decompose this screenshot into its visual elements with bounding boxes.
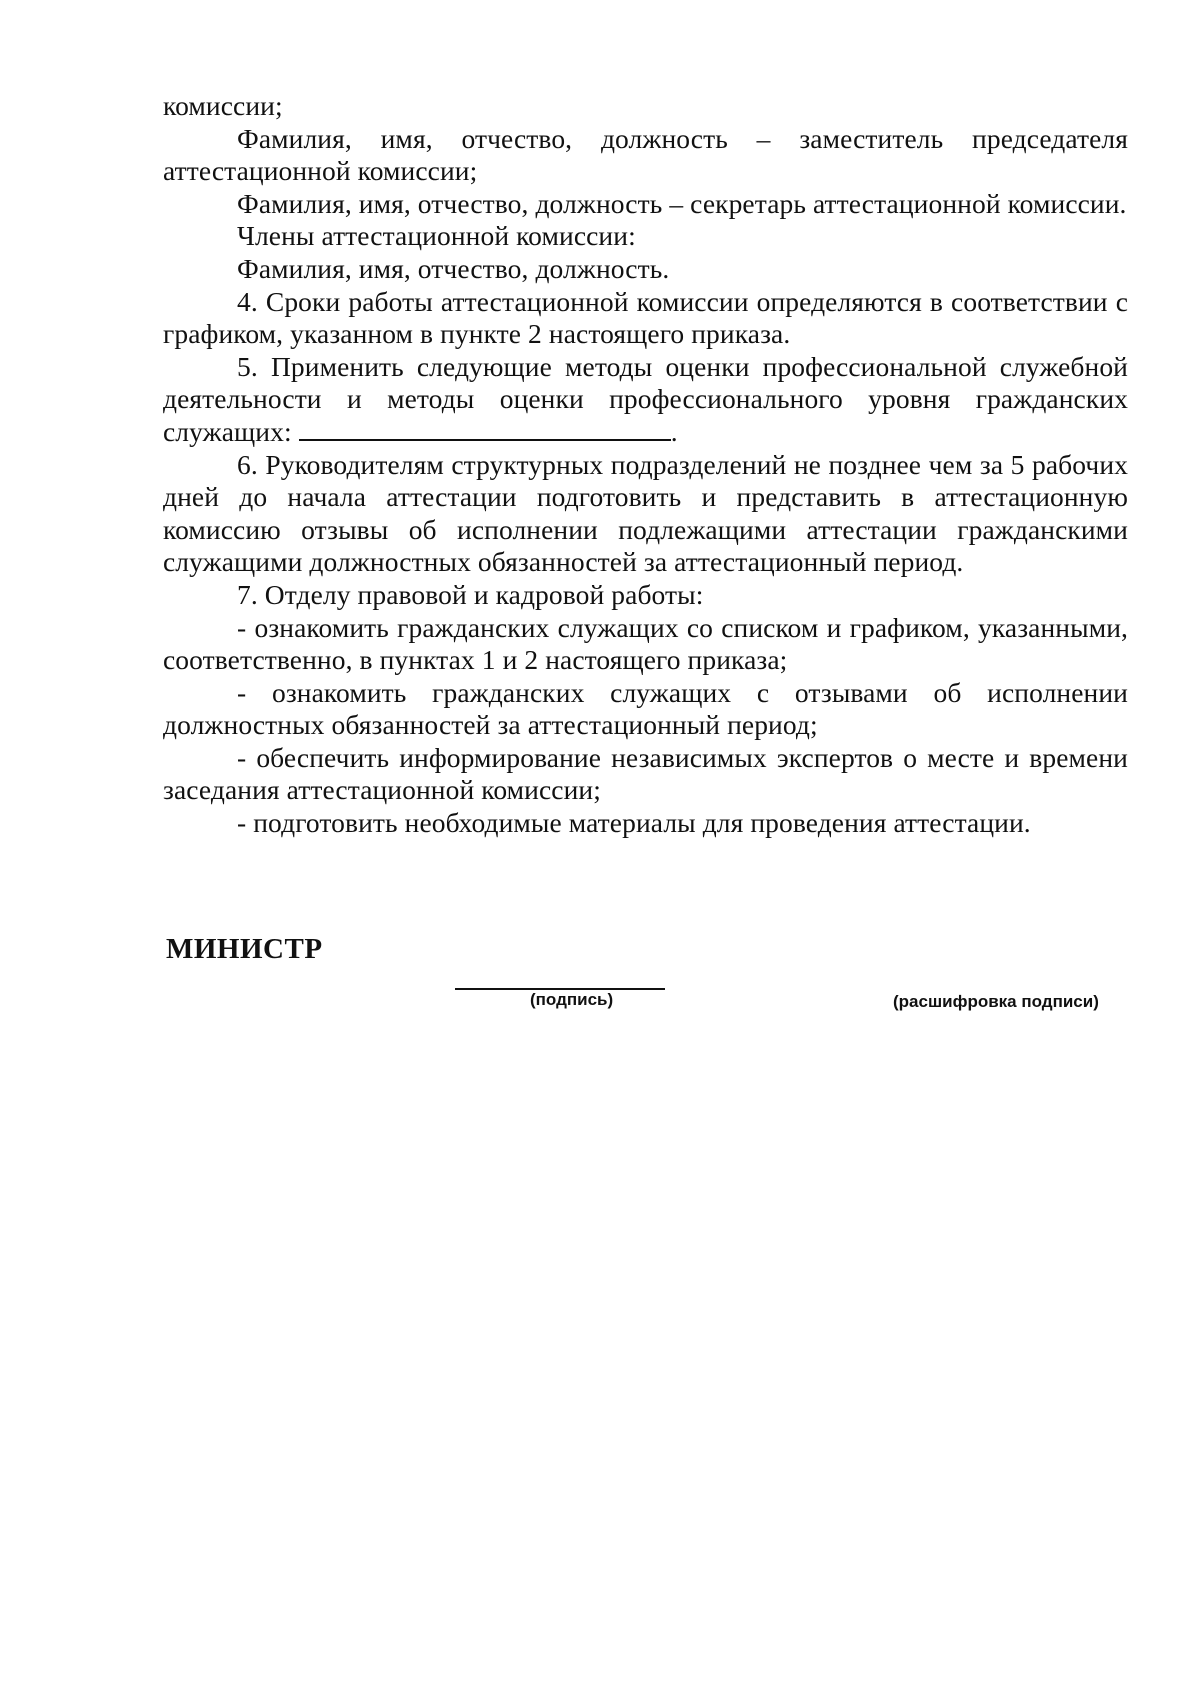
paragraph-member-entry: Фамилия, имя, отчество, должность. — [237, 252, 670, 284]
paragraph-item-7-bullet-2: - ознакомить гражданских служащих с отзывами об исполнении должностных обязанностей за аттестационный период; — [163, 676, 1128, 741]
signature-decoding-caption: (расшифровка подписи) — [893, 992, 1099, 1011]
document-body — [163, 90, 1128, 840]
paragraph-item-7: 7. Отделу правовой и кадровой работы: — [237, 578, 704, 610]
paragraph-item-7-bullet-4: - подготовить необходимые материалы для проведения аттестации. — [237, 807, 1031, 839]
paragraph-deputy-chair: Фамилия, имя, отчество, должность – заместитель председателя аттестационной комиссии; — [163, 122, 1128, 187]
item-5-text: 5. Применить следующие методы оценки профессиональной служебной деятельности и методы оценки профессионального уровня гражданских служащих: — [163, 350, 1128, 447]
paragraph-item-5 — [163, 351, 1128, 449]
paragraph-members-heading: Члены аттестационной комиссии: — [237, 220, 636, 252]
paragraph-item-4: 4. Сроки работы аттестационной комиссии определяются в соответствии с графиком, указанном в пункте 2 настоящего приказа. — [163, 285, 1128, 350]
paragraph-item-7-bullet-3: - обеспечить информирование независимых экспертов о месте и времени заседания аттестационной комиссии; — [163, 741, 1128, 806]
signatory-title: МИНИСТР — [166, 933, 323, 965]
item-5-end: . — [670, 415, 678, 447]
paragraph-item-6: 6. Руководителям структурных подразделений не позднее чем за 5 рабочих дней до начала аттестации подготовить и представить в аттестационную комиссию отзывы об исполнении подлежащими аттестации гражданскими служащими должностных обязанностей за аттестационный период. — [163, 448, 1128, 578]
paragraph-secretary: Фамилия, имя, отчество, должность – секретарь аттестационной комиссии. — [237, 187, 1127, 219]
paragraph-commission-end: комиссии; — [163, 90, 283, 121]
paragraph-item-7-bullet-1: - ознакомить гражданских служащих со списком и графиком, указанными, соответственно, в пунктах 1 и 2 настоящего приказа; — [163, 611, 1128, 676]
fill-in-blank — [299, 417, 671, 441]
signature-caption: (подпись) — [530, 990, 614, 1009]
